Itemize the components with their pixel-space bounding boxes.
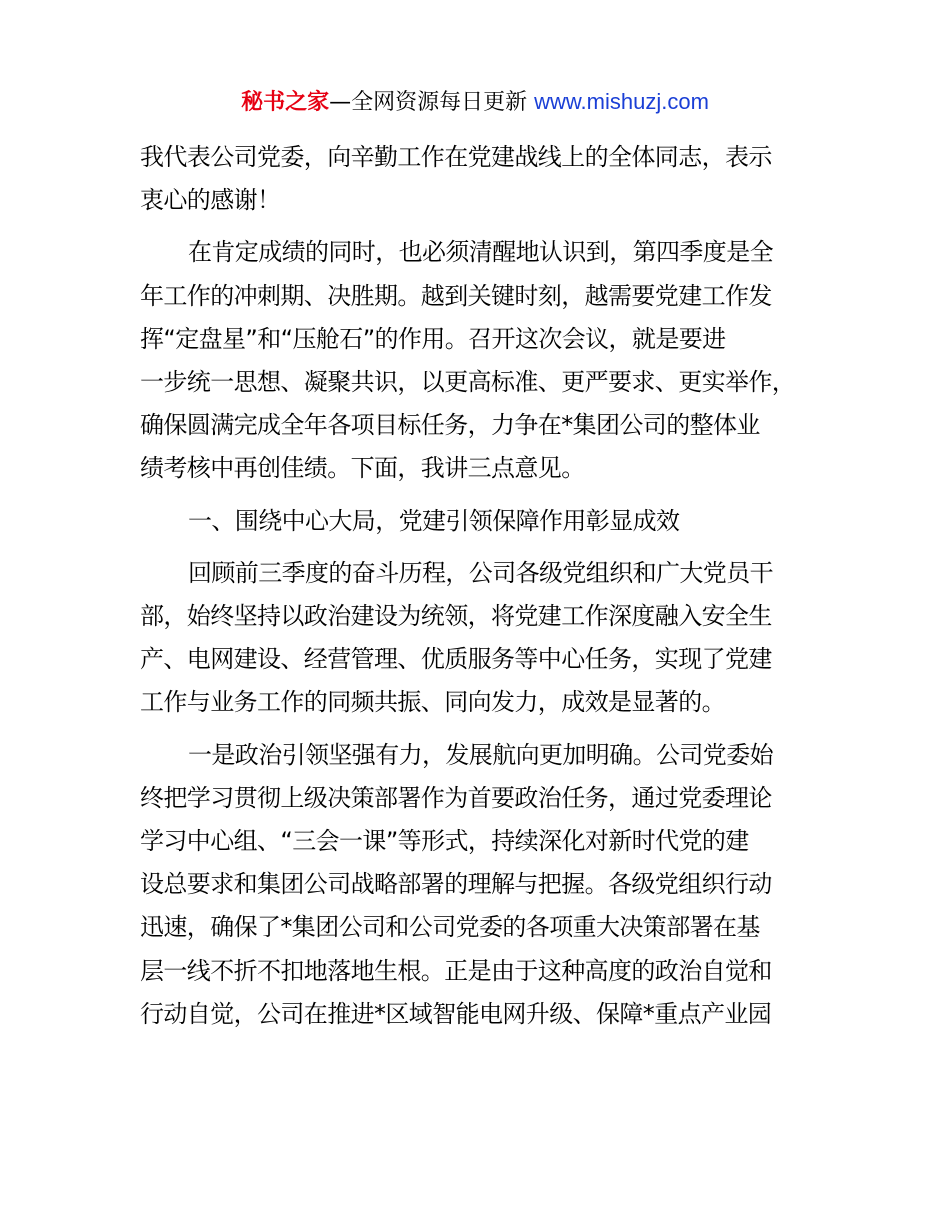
text-line: 挥“定盘星”和“压舱石”的作用。召开这次会议，就是要进 xyxy=(140,324,726,353)
text-line: 设总要求和集团公司战略部署的理解与把握。各级党组织行动 xyxy=(140,870,772,899)
text-line: 一、围绕中心大局，党建引领保障作用彰显成效 xyxy=(188,506,680,535)
text-line: 衷心的感谢！ xyxy=(140,186,281,215)
text-line: 绩考核中再创佳绩。下面，我讲三点意见。 xyxy=(140,454,585,483)
text-line: 确保圆满完成全年各项目标任务，力争在*集团公司的整体业 xyxy=(140,411,760,440)
text-line: 我代表公司党委，向辛勤工作在党建战线上的全体同志，表示 xyxy=(140,143,772,171)
paragraph-gap xyxy=(140,725,820,734)
text-line: 在肯定成绩的同时，也必须清醒地认识到，第四季度是全 xyxy=(188,238,773,267)
site-link[interactable]: www.mishuzj.com xyxy=(534,89,709,114)
paragraph xyxy=(140,231,820,490)
text-line: 回顾前三季度的奋斗历程，公司各级党组织和广大党员干 xyxy=(188,558,773,587)
brand-name: 秘书之家 xyxy=(241,90,330,115)
text-line: 工作与业务工作的同频共振、同向发力，成效是显著的。 xyxy=(140,688,725,717)
text-line: 年工作的冲刺期、决胜期。越到关键时刻，越需要党建工作发 xyxy=(140,281,772,310)
paragraph xyxy=(140,552,820,725)
paragraph xyxy=(140,136,820,222)
text-line: 学习中心组、“三会一课”等形式，持续深化对新时代党的建 xyxy=(140,827,749,856)
text-line: 产、电网建设、经营管理、优质服务等中心任务，实现了党建 xyxy=(140,645,772,674)
text-line: 部，始终坚持以政治建设为统领，将党建工作深度融入安全生 xyxy=(140,602,772,631)
paragraph-gap xyxy=(140,222,820,231)
text-line: 迅速，确保了*集团公司和公司党委的各项重大决策部署在基 xyxy=(140,913,760,942)
text-line: 一步统一思想、凝聚共识，以更高标准、更严要求、更实举作， xyxy=(140,368,796,397)
document-body xyxy=(140,136,820,1036)
paragraph xyxy=(140,500,820,543)
paragraph xyxy=(140,734,820,1036)
text-line: 一是政治引领坚强有力，发展航向更加明确。公司党委始 xyxy=(188,740,773,769)
paragraph-gap xyxy=(140,543,820,552)
text-line: 行动自觉，公司在推进*区域智能电网升级、保障*重点产业园 xyxy=(140,999,772,1028)
text-line: 终把学习贯彻上级决策部署作为首要政治任务，通过党委理论 xyxy=(140,783,772,812)
header-tagline: —全网资源每日更新 xyxy=(329,90,535,115)
text-line: 层一线不折不扣地落地生根。正是由于这种高度的政治自觉和 xyxy=(140,956,772,985)
paragraph-gap xyxy=(140,491,820,500)
page-header xyxy=(0,86,950,119)
